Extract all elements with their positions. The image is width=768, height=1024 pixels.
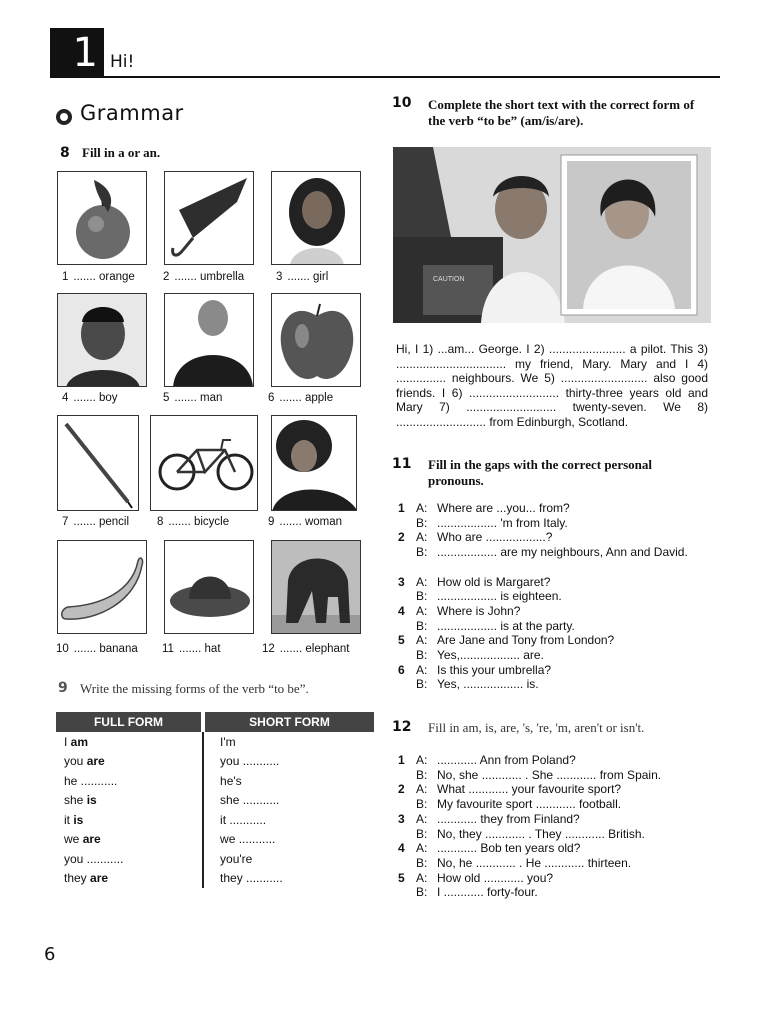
dialogue-line-b: .................. are my neighbours, Ann and David. (437, 545, 688, 560)
speaker-label-b: B: (416, 648, 428, 662)
speaker-label-a: A: (416, 662, 428, 677)
table-row (56, 849, 374, 869)
item-3-caption: 3 ....... girl (276, 271, 329, 283)
verb-forms-table (56, 712, 374, 888)
woman-picture (271, 415, 357, 511)
dialogue-line-a: ............ Ann from Poland? (437, 753, 576, 767)
speaker-label-a: A: (416, 782, 428, 797)
item-5-caption: 5 ....... man (163, 392, 223, 404)
table-row (56, 830, 374, 850)
dialogue-line-b: No, they ............ . They ............ British. (437, 826, 645, 841)
table-row (56, 791, 374, 811)
dialogue-line-b: .................. is eighteen. (437, 589, 562, 604)
header-rule (104, 76, 720, 78)
question-number: 3 (398, 811, 405, 826)
pencil-picture (57, 415, 139, 511)
dialogue-line-a: Is this your umbrella? (437, 662, 552, 677)
speaker-label-b: B: (416, 885, 428, 900)
exercise-8-number: 8 (60, 145, 70, 161)
dialogue-line-b: I ............ forty-four. (437, 885, 538, 900)
exercise-11-number: 11 (392, 456, 412, 472)
item-9-caption: 9 ....... woman (268, 516, 343, 528)
exercise-9-number: 9 (58, 680, 68, 696)
dialogue-line-a: What ............ your favourite sport? (437, 782, 622, 797)
cockpit-panel-label: CAUTION (433, 276, 465, 283)
dialogue-line-a: Where is John? (437, 603, 521, 618)
short-form-cell: she ........... (203, 791, 374, 811)
section-heading: Grammar (80, 101, 184, 125)
question-number: 5 (398, 870, 405, 885)
table-row (56, 752, 374, 772)
item-2-caption: 2 ....... umbrella (163, 271, 245, 283)
speaker-label-a: A: (416, 633, 428, 648)
question-number: 6 (398, 662, 405, 677)
dialogue-line-b: .................. 'm from Italy. (437, 515, 568, 530)
speaker-label-a: A: (416, 501, 428, 515)
speaker-label-a: A: (416, 841, 428, 856)
elephant-picture (271, 540, 361, 634)
speaker-label-b: B: (416, 589, 428, 604)
dialogue-line-b: No, he ............ . He ............ thirteen. (437, 855, 632, 870)
short-form-cell: you're (203, 849, 374, 869)
exercise-11-instruction: Fill in the gaps with the correct personal pronouns. (428, 457, 652, 488)
question-number: 3 (398, 574, 405, 589)
umbrella-picture (164, 171, 254, 265)
short-form-cell: it ........... (203, 810, 374, 830)
banana-picture (57, 540, 147, 634)
question-number: 2 (398, 530, 405, 545)
table-row (56, 869, 374, 889)
short-form-cell: he's (203, 771, 374, 791)
short-form-cell: I'm (203, 732, 374, 752)
short-form-cell: we ........... (203, 830, 374, 850)
item-8-caption: 8 ....... bicycle (157, 516, 230, 528)
apple-picture (271, 293, 361, 387)
speaker-label-b: B: (416, 677, 428, 692)
short-form-header: SHORT FORM (203, 712, 374, 732)
dialogue-line-a: How old ............ you? (437, 870, 554, 885)
speaker-label-b: B: (416, 515, 428, 530)
question-number: 4 (398, 841, 405, 856)
speaker-label-a: A: (416, 603, 428, 618)
dialogue-line-a: Where are ...you... from? (437, 501, 570, 515)
item-12-caption: 12 ....... elephant (262, 643, 350, 655)
question-number: 1 (398, 501, 405, 515)
table-row (56, 732, 374, 752)
question-number: 4 (398, 603, 405, 618)
dialogue-line-a: Who are ..................? (437, 530, 553, 545)
speaker-label-b: B: (416, 797, 428, 812)
full-form-cell: we are (64, 832, 101, 847)
speaker-label-a: A: (416, 530, 428, 545)
speaker-label-a: A: (416, 753, 428, 767)
grammar-bullet-icon (56, 109, 72, 125)
speaker-label-b: B: (416, 767, 428, 782)
dialogue-line-b: .................. is at the party. (437, 618, 575, 633)
dialogue-line-a: ............ they from Finland? (437, 811, 580, 826)
full-form-header: FULL FORM (56, 712, 203, 732)
dialogue-line-b: My favourite sport ............ football. (437, 797, 622, 812)
table-row (56, 810, 374, 830)
unit-number-badge: 1 (50, 28, 104, 78)
question-number: 2 (398, 782, 405, 797)
exercise-10-instruction: Complete the short text with the correct form of the verb “to be” (am/is/are). (428, 97, 695, 128)
full-form-cell: you are (64, 754, 105, 769)
short-form-cell: you ........... (203, 752, 374, 772)
table-row (56, 771, 374, 791)
speaker-label-a: A: (416, 574, 428, 589)
boy-picture (57, 293, 147, 387)
bicycle-picture (150, 415, 258, 511)
dialogue-line-a: How old is Margaret? (437, 574, 551, 589)
item-1-caption: 1 ....... orange (62, 271, 135, 283)
exercise-9-instruction: Write the missing forms of the verb “to be”. (80, 681, 309, 696)
speaker-label-a: A: (416, 870, 428, 885)
dialogue-line-a: Are Jane and Tony from London? (437, 633, 615, 648)
man-picture (164, 293, 254, 387)
full-form-cell: I am (64, 734, 89, 749)
exercise-8-instruction: Fill in a or an. (82, 145, 161, 160)
dialogue-line-b: Yes, .................. is. (437, 677, 539, 692)
question-number: 5 (398, 633, 405, 648)
page-number: 6 (44, 944, 56, 965)
question-number: 1 (398, 753, 405, 767)
orange-picture (57, 171, 147, 265)
full-form-cell: they are (64, 871, 109, 886)
full-form-cell: you ........... (64, 851, 124, 866)
item-4-caption: 4 ....... boy (62, 392, 118, 404)
speaker-label-b: B: (416, 826, 428, 841)
exercise-12-instruction: Fill in am, is, are, 's, 're, 'm, aren't or isn't. (428, 720, 645, 735)
full-form-cell: she is (64, 793, 97, 808)
item-7-caption: 7 ....... pencil (62, 516, 130, 528)
item-10-caption: 10 ....... banana (56, 643, 138, 655)
exercise-12-number: 12 (392, 719, 412, 735)
speaker-label-b: B: (416, 545, 428, 560)
unit-title: Hi! (110, 52, 135, 72)
girl-picture (271, 171, 361, 265)
short-form-cell: they ........... (203, 869, 374, 889)
item-11-caption: 11 ....... hat (162, 643, 221, 655)
item-6-caption: 6 ....... apple (268, 392, 334, 404)
full-form-cell: he ........... (64, 773, 118, 788)
full-form-cell: it is (64, 812, 84, 827)
dialogue-line-a: ............ Bob ten years old? (437, 841, 581, 856)
pilot-and-mary-photo (393, 147, 711, 323)
speaker-label-a: A: (416, 811, 428, 826)
hat-picture (164, 540, 254, 634)
dialogue-line-b: No, she ............ . She ............ from Spain. (437, 767, 662, 782)
speaker-label-b: B: (416, 618, 428, 633)
dialogue-line-b: Yes,.................. are. (437, 648, 544, 662)
exercise-10-number: 10 (392, 95, 412, 111)
exercise-10-text: Hi, I 1) ...am... George. I 2) ....................... a pilot. This 3) ................................. my friend, Mary. Mary and I 4) ............... neighbours. We 5) .......................... also good friends. I 6) ........................... thirty-three years old and Mary 7) ........................... twenty-seven. We 8) ........................... from Edinburgh, Scotland. (396, 342, 708, 429)
speaker-label-b: B: (416, 855, 428, 870)
